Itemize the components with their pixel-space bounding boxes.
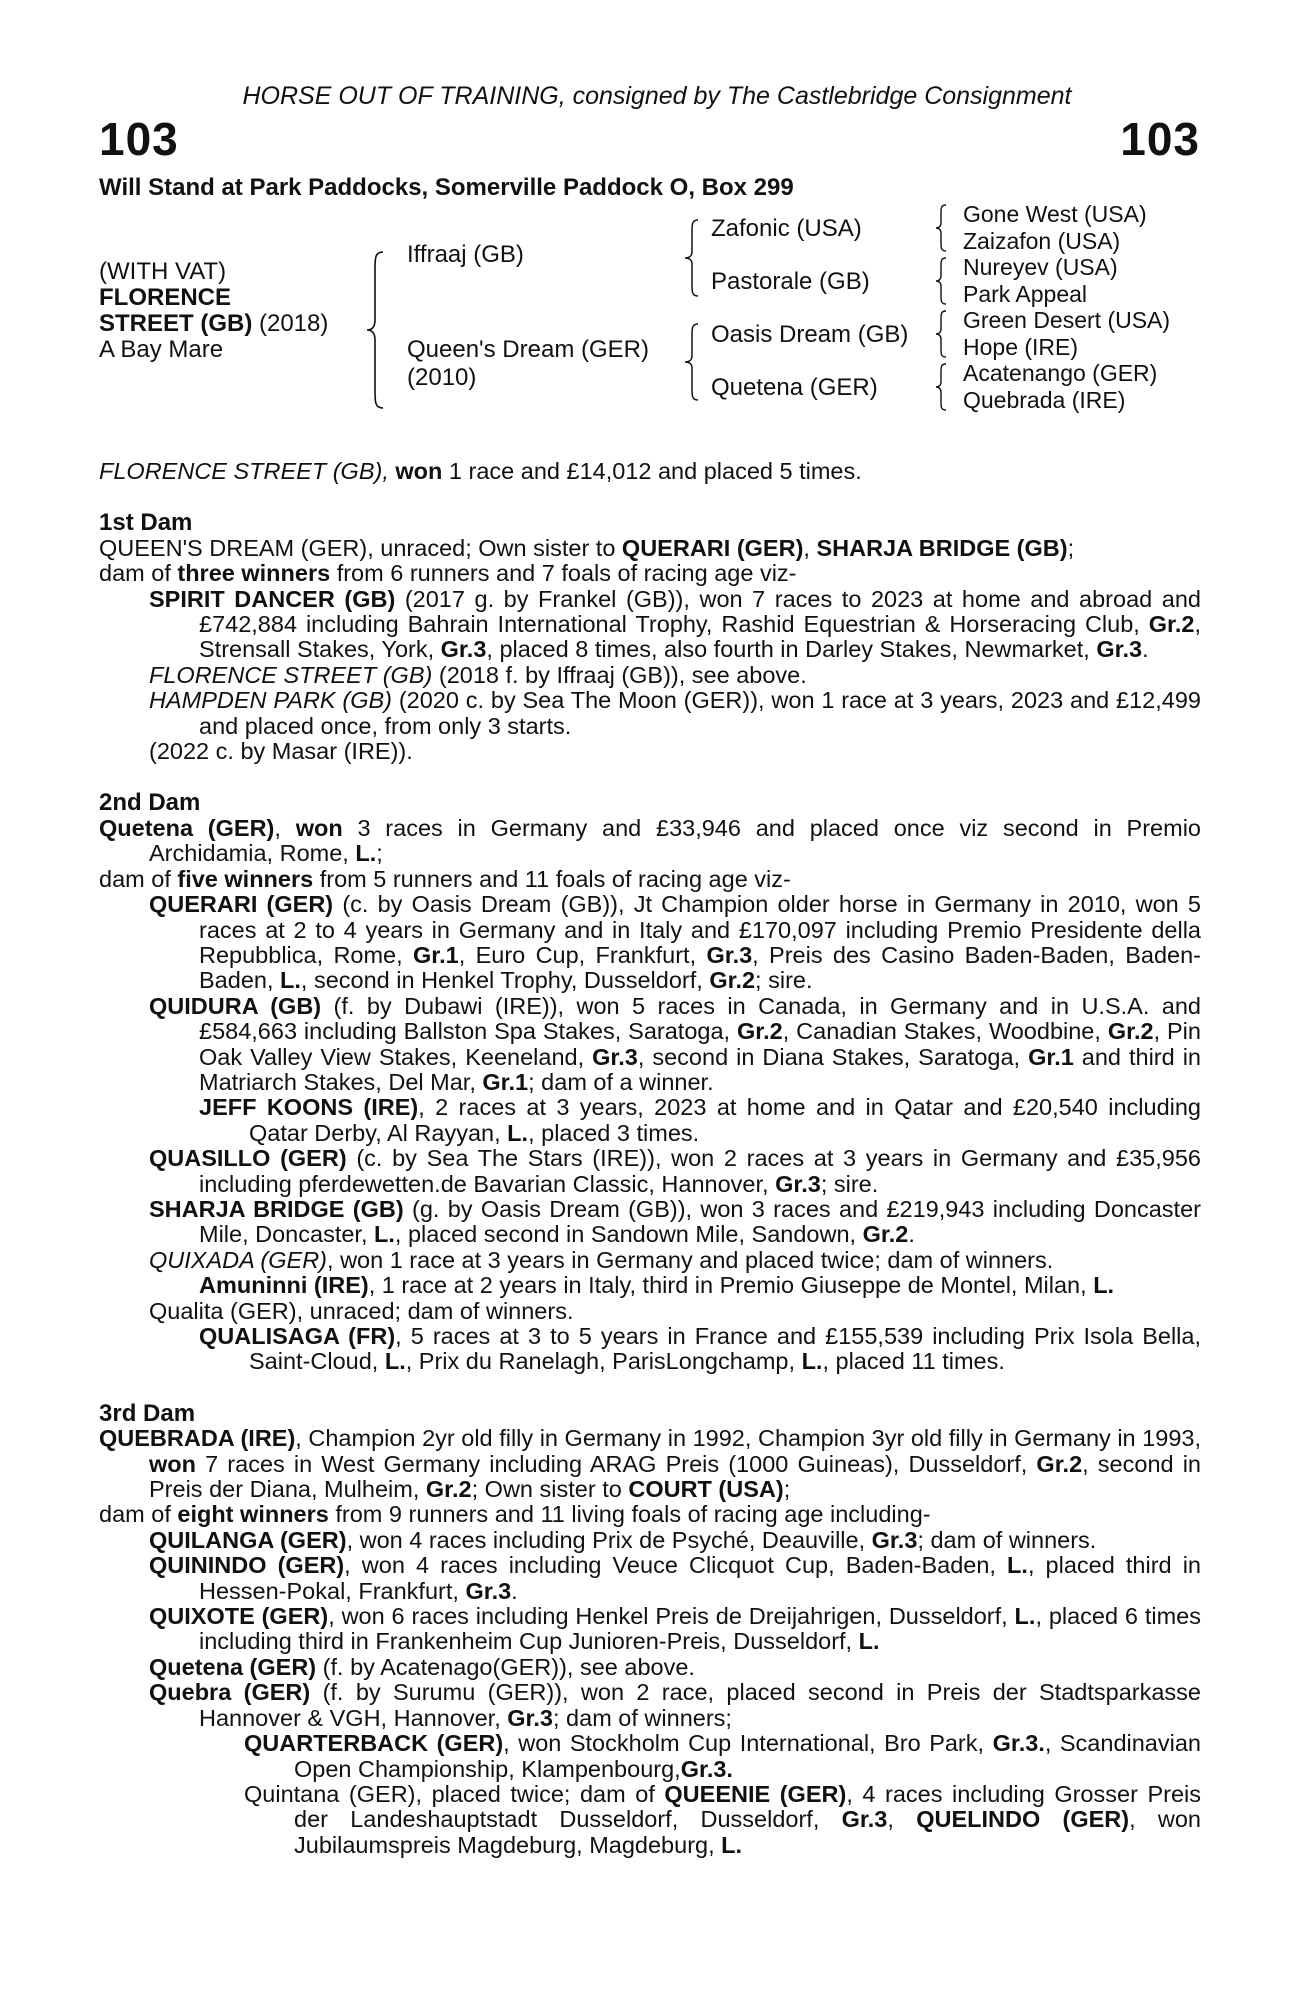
- vat-note: (WITH VAT): [99, 258, 227, 285]
- produce-jeff-koons: JEFF KOONS (IRE), 2 races at 3 years, 2023 at home and in Qatar and £20,540 including Qatar Derby, Al Rayyan, L., placed 3 times.: [199, 1094, 1201, 1146]
- sire-sire: Zafonic (USA): [711, 215, 862, 242]
- produce-quinindo: QUININDO (GER), won 4 races including Veuce Clicquot Cup, Baden-Baden, L., placed third in Hessen-Pokal, Frankfurt, Gr.3.: [149, 1552, 1201, 1604]
- gg-2: Zaizafon (USA): [963, 228, 1121, 254]
- pedigree-brace-g1: [934, 203, 948, 253]
- third-dam-produce-summary: dam of eight winners from 9 runners and 11 living foals of racing age including-: [99, 1501, 931, 1528]
- produce-qualisaga: QUALISAGA (FR), 5 races at 3 to 5 years in France and £155,539 including Prix Isola Bella, Saint-Cloud, L., Prix du Ranelagh, ParisLongchamp, L., placed 11 times.: [199, 1323, 1201, 1375]
- gg-7: Acatenango (GER): [963, 360, 1158, 386]
- produce-quilanga: QUILANGA (GER), won 4 races including Prix de Psyché, Deauville, Gr.3; dam of winners.: [149, 1526, 1097, 1553]
- pedigree-brace-sire: [683, 218, 701, 298]
- produce-quasillo: QUASILLO (GER) (c. by Sea The Stars (IRE)), won 2 races at 3 years in Germany and £35,956 including pferdewetten.de Bavarian Classic, Hannover, Gr.3; sire.: [149, 1145, 1201, 1197]
- first-dam-intro: QUEEN'S DREAM (GER), unraced; Own sister to QUERARI (GER), SHARJA BRIDGE (GB);: [99, 534, 1075, 561]
- dam-year: (2010): [407, 364, 477, 391]
- dam: Queen's Dream (GER): [407, 336, 649, 363]
- stabling-info: Will Stand at Park Paddocks, Somerville Paddock O, Box 299: [99, 174, 794, 201]
- produce-quintana: Quintana (GER), placed twice; dam of QUEENIE (GER), 4 races including Grosser Preis der Landeshauptstadt Dusseldorf, Dusseldorf, Gr.3, QUELINDO (GER), won Jubilaumspreis Magdeburg, Magdeburg, L.: [244, 1780, 1201, 1858]
- pedigree-brace-g3: [934, 309, 948, 359]
- second-dam-produce-summary: dam of five winners from 5 runners and 11 foals of racing age viz-: [99, 865, 791, 892]
- produce-amuninni: Amuninni (IRE), 1 race at 2 years in Italy, third in Premio Giuseppe de Montel, Milan, L.: [199, 1272, 1115, 1299]
- sire-dam: Pastorale (GB): [711, 268, 870, 295]
- consignment-header: HORSE OUT OF TRAINING, consigned by The Castlebridge Consignment: [242, 82, 1072, 110]
- gg-8: Quebrada (IRE): [963, 387, 1126, 413]
- dam-dam: Quetena (GER): [711, 374, 878, 401]
- produce-quixada: QUIXADA (GER), won 1 race at 3 years in Germany and placed twice; dam of winners.: [149, 1246, 1054, 1273]
- produce-qualita: Qualita (GER), unraced; dam of winners.: [149, 1297, 574, 1324]
- dam-sire: Oasis Dream (GB): [711, 321, 909, 348]
- produce-florence-street: FLORENCE STREET (GB) (2018 f. by Iffraaj (GB)), see above.: [149, 661, 807, 688]
- gg-5: Green Desert (USA): [963, 307, 1171, 333]
- produce-querari: QUERARI (GER) (c. by Oasis Dream (GB)), Jt Champion older horse in Germany in 2010, won 5 races at 2 to 4 years in Germany and in Italy and £170,097 including Premio Presidente della Repubblica, Rome, Gr.1, Euro Cup, Frankfurt, Gr.3, Preis des Casino Baden-Baden, Baden-Baden, L., second in Henkel Trophy, Dusseldorf, Gr.2; sire.: [149, 891, 1201, 994]
- gg-1: Gone West (USA): [963, 201, 1147, 227]
- produce-quidura: QUIDURA (GB) (f. by Dubawi (IRE)), won 5 races in Canada, in Germany and in U.S.A. and £584,663 including Ballston Spa Stakes, Saratoga, Gr.2, Canadian Stakes, Woodbine, Gr.2, Pin Oak Valley View Stakes, Keeneland, Gr.3, second in Diana Stakes, Saratoga, Gr.1 and third in Matriarch Stakes, Del Mar, Gr.1; dam of a winner.: [149, 992, 1201, 1095]
- pedigree-brace-g4: [934, 362, 948, 412]
- produce-sharja-bridge: SHARJA BRIDGE (GB) (g. by Oasis Dream (GB)), won 3 races and £219,943 including Doncaster Mile, Doncaster, L., placed second in Sandown Mile, Sandown, Gr.2.: [149, 1195, 1201, 1248]
- catalogue-body: [99, 459, 1201, 1858]
- gg-3: Nureyev (USA): [963, 254, 1118, 280]
- first-dam-produce-summary: dam of three winners from 6 runners and 7 foals of racing age viz-: [99, 560, 797, 587]
- lot-number-left: 103: [99, 113, 179, 165]
- race-summary: FLORENCE STREET (GB), won 1 race and £14,012 and placed 5 times.: [99, 458, 862, 484]
- lot-number-right: 103: [1120, 113, 1200, 165]
- produce-quetena: Quetena (GER) (f. by Acatenago(GER)), see above.: [149, 1653, 695, 1680]
- pedigree-brace-dam: [683, 322, 701, 402]
- produce-quebra: Quebra (GER) (f. by Surumu (GER)), won 2 race, placed second in Preis der Stadtsparkasse Hannover & VGH, Hannover, Gr.3; dam of winners;: [149, 1679, 1201, 1731]
- third-dam-heading: 3rd Dam: [99, 1399, 196, 1427]
- gg-6: Hope (IRE): [963, 334, 1079, 360]
- produce-quixote: QUIXOTE (GER), won 6 races including Henkel Preis de Dreijahrigen, Dusseldorf, L., placed 6 times including third in Frankenheim Cup Junioren-Preis, Dusseldorf, L.: [149, 1603, 1201, 1655]
- second-dam-intro: Quetena (GER), won 3 races in Germany and £33,946 and placed once viz second in Premio Archidamia, Rome, L.;: [99, 814, 1201, 867]
- third-dam-intro: QUEBRADA (IRE), Champion 2yr old filly in Germany in 1992, Champion 3yr old filly in Germany in 1993, won 7 races in West Germany including ARAG Preis (1000 Guineas), Dusseldorf, Gr.2, second in Preis der Diana, Mulheim, Gr.2; Own sister to COURT (USA);: [99, 1425, 1201, 1503]
- pedigree-brace-main: [365, 250, 387, 410]
- produce-spirit-dancer: SPIRIT DANCER (GB) (2017 g. by Frankel (GB)), won 7 races to 2023 at home and abroad and £742,884 including Bahrain International Trophy, Rashid Equestrian & Horseracing Club, Gr.2, Strensall Stakes, York, Gr.3, placed 8 times, also fourth in Darley Stakes, Newmarket, Gr.3.: [149, 585, 1201, 663]
- produce-quarterback: QUARTERBACK (GER), won Stockholm Cup International, Bro Park, Gr.3., Scandinavian Open Championship, Klampenbourg,Gr.3.: [244, 1730, 1201, 1782]
- second-dam-heading: 2nd Dam: [99, 789, 201, 817]
- produce-2022-colt: (2022 c. by Masar (IRE)).: [149, 738, 413, 765]
- first-dam-heading: 1st Dam: [99, 509, 193, 537]
- horse-description: A Bay Mare: [99, 336, 224, 363]
- horse-name-line2: STREET (GB) (2018): [99, 310, 329, 337]
- sire: Iffraaj (GB): [407, 241, 524, 268]
- horse-name-line1: FLORENCE: [99, 284, 231, 311]
- pedigree-brace-g2: [934, 256, 948, 306]
- produce-hampden-park: HAMPDEN PARK (GB) (2020 c. by Sea The Moon (GER)), won 1 race at 3 years, 2023 and £12,499 and placed once, from only 3 starts.: [149, 687, 1201, 739]
- gg-4: Park Appeal: [963, 281, 1088, 307]
